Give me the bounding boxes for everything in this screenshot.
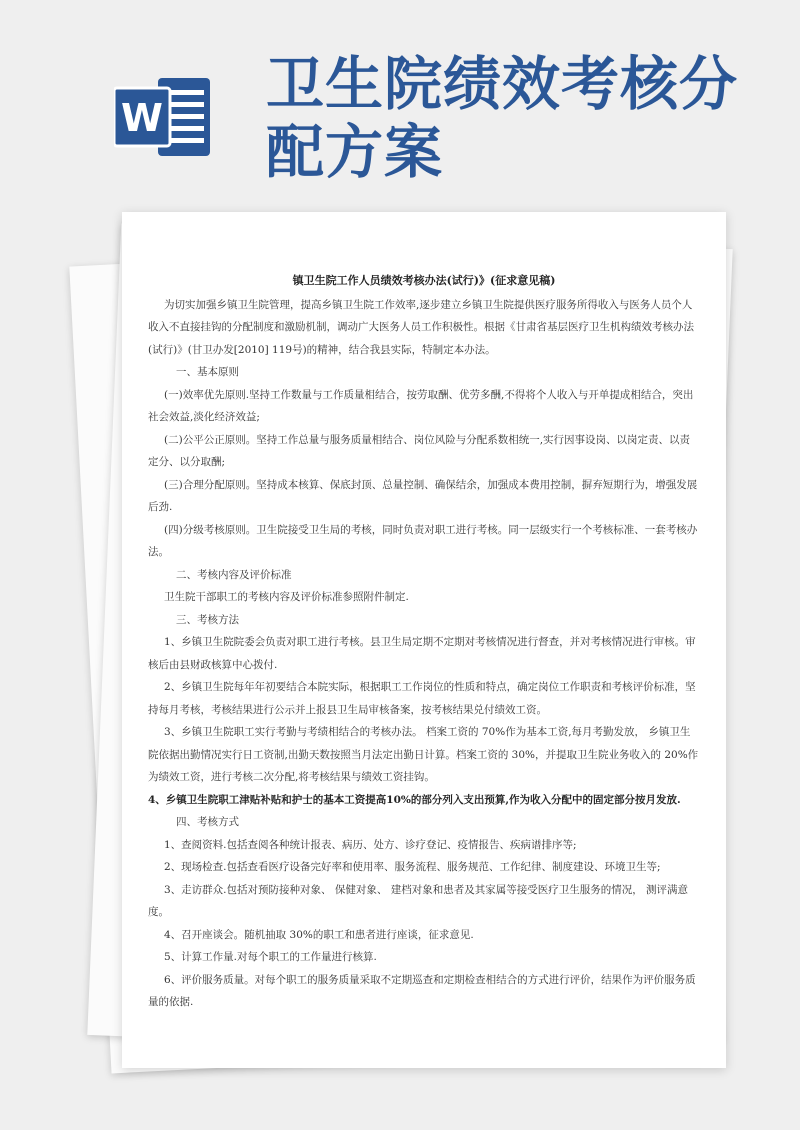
document-page <box>122 212 726 1068</box>
doc-paragraph-allowance: 4、乡镇卫生院职工津贴补贴和护士的基本工资提高10%的部分列入支出预算,作为收入分配中的固定部分按月发放. <box>148 793 681 806</box>
doc-list-item: 6、评价服务质量。对每个职工的服务质量采取不定期巡查和定期检查相结合的方式进行评价，结果作为评价服务质量的依据. <box>148 973 696 1008</box>
doc-paragraph: (三)合理分配原则。坚持成本核算、保底封顶、总量控制、确保结余，加强成本费用控制，摒弃短期行为，增强发展后劲. <box>148 478 698 513</box>
doc-paragraph-intro: 为切实加强乡镇卫生院管理，提高乡镇卫生院工作效率,逐步建立乡镇卫生院提供医疗服务所得收入与医务人员个人收入不直接挂钩的分配制度和激励机制，调动广大医务人员工作积极性。根据《甘肃省基层医疗卫生机构绩效考核办法(试行)》(甘卫办发[2010] 119号)的精神，结合我县实际，特制定本办法。 <box>148 298 694 356</box>
doc-list-item: 1、查阅资料.包括查阅各种统计报表、病历、处方、诊疗登记、疫情报告、疾病谱排序等; <box>164 838 577 851</box>
doc-list-item: 2、现场检查.包括查看医疗设备完好率和使用率、服务流程、服务规范、工作纪律、制度建设、环境卫生等; <box>164 861 661 873</box>
doc-paragraph: (一)效率优先原则.坚持工作数量与工作质量相结合，按劳取酬、优劳多酬,不得将个人收入与开单提成相结合，突出社会效益,淡化经济效益; <box>148 388 694 423</box>
word-doc-icon <box>114 76 212 158</box>
doc-paragraph: 1、乡镇卫生院院委会负责对职工进行考核。县卫生局定期不定期对考核情况进行督查，并对考核情况进行审核。审核后由县财政核算中心拨付. <box>148 636 696 671</box>
word-icon-letter: W <box>121 96 163 140</box>
doc-paragraph: (二)公平公正原则。坚持工作总量与服务质量相结合、岗位风险与分配系数相统一,实行因事设岗、以岗定责、以责定分、以分取酬; <box>148 433 691 468</box>
doc-list-item: 3、走访群众.包括对预防接种对象、 保健对象、 建档对象和患者及其家属等接受医疗卫生服务的情况， 测评满意度。 <box>148 883 689 918</box>
doc-heading-principles: 一、基本原则 <box>176 366 239 378</box>
doc-heading-content: 二、考核内容及评价标准 <box>176 568 292 581</box>
doc-paragraph: 3、乡镇卫生院职工实行考勤与考绩相结合的考核办法。 档案工资的 70%作为基本工资,每月考勤发放， 乡镇卫生院依据出勤情况实行日工资制,出勤天数按照当月法定出勤日计算。档案工资的 30%，并提取卫生院业务收入的 20%作为绩效工资，进行考核二次分配,将考核结果与绩效工资挂钩。 <box>148 726 699 783</box>
doc-heading-modes: 四、考核方式 <box>176 816 239 828</box>
doc-list-item: 5、计算工作量.对每个职工的工作量进行核算. <box>164 951 377 963</box>
doc-heading-methods: 三、考核方法 <box>176 613 239 626</box>
document-title: 镇卫生院工作人员绩效考核办法(试行)》(征求意见稿) <box>292 274 556 287</box>
doc-paragraph: 卫生院干部职工的考核内容及评价标准参照附件制定. <box>164 591 409 603</box>
document-body <box>148 270 700 1014</box>
hero-title: 卫生院绩效考核分配方案 <box>266 50 739 186</box>
doc-list-item: 4、召开座谈会。随机抽取 30%的职工和患者进行座谈，征求意见. <box>164 928 474 941</box>
doc-paragraph: (四)分级考核原则。卫生院接受卫生局的考核，同时负责对职工进行考核。同一层级实行一个考核标准、一套考核办法。 <box>148 523 698 558</box>
doc-paragraph: 2、乡镇卫生院每年年初要结合本院实际，根据职工工作岗位的性质和特点，确定岗位工作职责和考核评价标准，坚持每月考核，考核结果进行公示并上报县卫生局审核备案，按考核结果兑付绩效工资。 <box>148 681 696 716</box>
